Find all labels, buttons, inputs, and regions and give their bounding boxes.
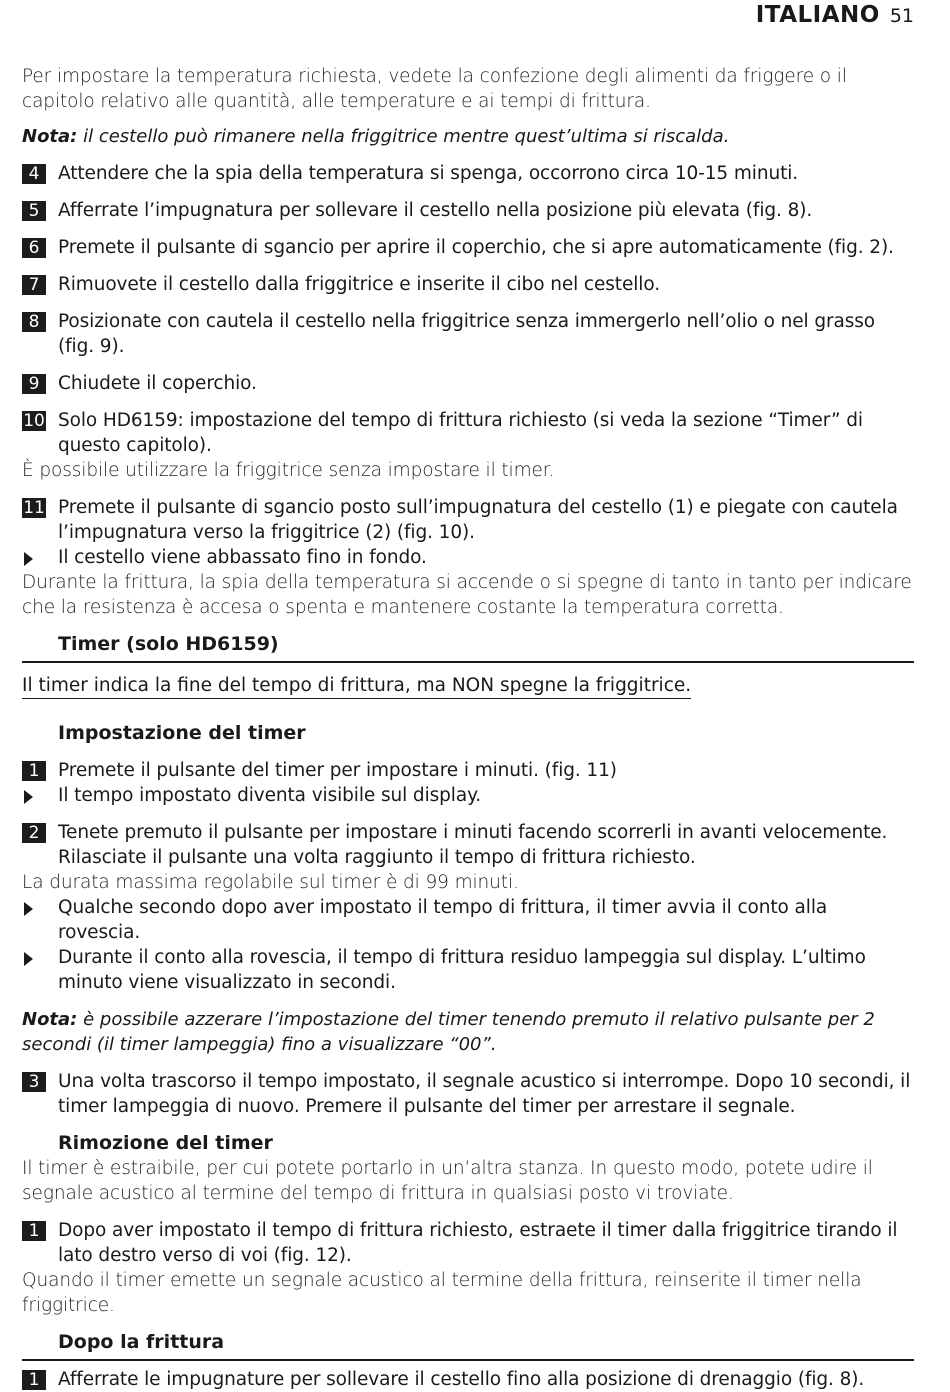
step-number: 2 (22, 823, 46, 843)
note-text: il cestello può rimanere nella friggitrice mentre quest’ultima si riscalda. (77, 126, 730, 147)
timer-intro: Il timer indica la fine del tempo di frittura, ma NON spegne la friggitrice. (22, 673, 691, 699)
step-7 (22, 272, 914, 297)
step-text: Premete il pulsante di sgancio per aprire il coperchio, che si apre automaticamente (fig. 2). (58, 237, 894, 258)
note-reset-timer (22, 1007, 914, 1057)
step-number: 4 (22, 164, 46, 184)
bullet-text: Qualche secondo dopo aver impostato il tempo di frittura, il timer avvia il conto alla rovescia. (58, 897, 828, 943)
step-text: Posizionate con cautela il cestello nella friggitrice senza immergerlo nell’olio o nel grasso (fig. 9). (58, 311, 876, 357)
step-4 (22, 161, 914, 186)
bullet-triangle-icon (24, 952, 33, 966)
note-basket (22, 124, 914, 149)
bullet-text: Il cestello viene abbassato fino in fondo. (58, 547, 427, 568)
step-number: 6 (22, 238, 46, 258)
step-text: Afferrate le impugnature per sollevare il cestello fino alla posizione di drenaggio (fig. 8). (58, 1369, 865, 1390)
step-text: Premete il pulsante del timer per impostare i minuti. (fig. 11) (58, 760, 617, 781)
step-number: 5 (22, 201, 46, 221)
bullet-text: Il tempo impostato diventa visibile sul display. (58, 785, 482, 806)
removal-intro: Il timer è estraibile, per cui potete portarlo in un’altra stanza. In questo modo, potete udire il segnale acustico al termine del tempo di frittura in qualsiasi posto vi troviate. (22, 1158, 873, 1204)
result-bullet (22, 895, 914, 945)
step-11 (22, 495, 914, 545)
page-content (22, 64, 914, 1392)
section-timer-setting-title: Impostazione del timer (58, 722, 306, 744)
page-number: 51 (889, 5, 914, 27)
step-number: 1 (22, 1370, 46, 1390)
step-text: Rimuovete il cestello dalla friggitrice e inserite il cibo nel cestello. (58, 274, 660, 295)
timer-step-1 (22, 758, 914, 783)
step-text: Attendere che la spia della temperatura si spenga, occorrono circa 10-15 minuti. (58, 163, 799, 184)
step-text: Solo HD6159: impostazione del tempo di frittura richiesto (si veda la sezione “Timer” di questo capitolo). (58, 410, 863, 456)
section-timer-title: Timer (solo HD6159) (22, 632, 914, 663)
step-number: 3 (22, 1072, 46, 1092)
max-duration-text: La durata massima regolabile sul timer è di 99 minuti. (22, 872, 519, 893)
step-text: Tenete premuto il pulsante per impostare i minuti facendo scorrerli in avanti velocemente. Rilasciate il pulsante una volta raggiunto il tempo di frittura richiesto. (58, 822, 888, 868)
step-text: Una volta trascorso il tempo impostato, il segnale acustico si interrompe. Dopo 10 secondi, il timer lampeggia di nuovo. Premere il pulsante del timer per arrestare il segnale. (58, 1071, 911, 1117)
step-text: Chiudete il coperchio. (58, 373, 257, 394)
step-number: 9 (22, 374, 46, 394)
note-label: Nota: (22, 1009, 78, 1030)
note-text: è possibile azzerare l’impostazione del timer tenendo premuto il relativo pulsante per 2 secondi (il timer lampeggia) fino a visualizzare “00”. (22, 1009, 875, 1055)
step-10 (22, 408, 914, 458)
section-after-frying-title: Dopo la frittura (22, 1330, 914, 1361)
page-header (756, 2, 914, 30)
language-heading: ITALIANO (755, 2, 880, 28)
bullet-triangle-icon (24, 552, 33, 566)
note-label: Nota: (22, 126, 78, 147)
step-text: Premete il pulsante di sgancio posto sull’impugnatura del cestello (1) e piegate con cautela l’impugnatura verso la friggitrice (2) (fig. 10). (58, 497, 898, 543)
timer-step-2 (22, 820, 914, 870)
bullet-triangle-icon (24, 790, 33, 804)
intro-paragraph: Per impostare la temperatura richiesta, vedete la confezione degli alimenti da friggere o il capitolo relativo alle quantità, alle temperature e ai tempi di frittura. (22, 66, 847, 112)
step-text: Dopo aver impostato il tempo di frittura richiesto, estraete il timer dalla friggitrice tirando il lato destro verso di voi (fig. 12). (58, 1220, 898, 1266)
bullet-triangle-icon (24, 902, 33, 916)
section-timer-removal-title: Rimozione del timer (58, 1132, 273, 1154)
step-6 (22, 235, 914, 260)
note-without-timer: È possibile utilizzare la friggitrice senza impostare il timer. (22, 460, 555, 481)
result-bullet (22, 783, 914, 808)
step-8 (22, 309, 914, 359)
step-number: 11 (23, 498, 45, 518)
step-text: Afferrate l’impugnatura per sollevare il cestello nella posizione più elevata (fig. 8). (58, 200, 813, 221)
step-number: 10 (23, 411, 45, 431)
bullet-text: Durante il conto alla rovescia, il tempo di frittura residuo lampeggia sul display. L’ultimo minuto viene visualizzato in secondi. (58, 947, 866, 993)
step-number: 8 (22, 312, 46, 332)
result-bullet (22, 945, 914, 995)
after-step-1 (22, 1367, 914, 1392)
reinsert-timer-text: Quando il timer emette un segnale acustico al termine della frittura, reinserite il timer nella friggitrice. (22, 1270, 862, 1316)
step-9 (22, 371, 914, 396)
result-bullet (22, 545, 914, 570)
during-frying-paragraph: Durante la frittura, la spia della temperatura si accende o si spegne di tanto in tanto per indicare che la resistenza è accesa o spenta e mantenere costante la temperatura corretta. (22, 572, 912, 618)
step-5 (22, 198, 914, 223)
removal-step-1 (22, 1218, 914, 1268)
step-number: 1 (22, 1221, 46, 1241)
timer-step-3 (22, 1069, 914, 1119)
step-number: 7 (22, 275, 46, 295)
step-number: 1 (22, 761, 46, 781)
